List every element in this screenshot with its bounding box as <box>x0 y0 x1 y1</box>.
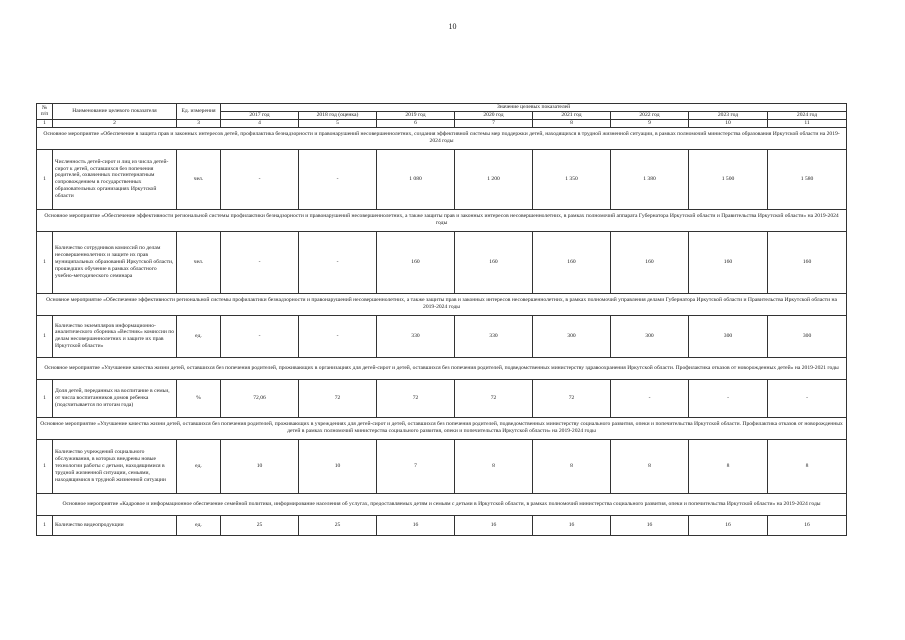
col-number: 6 <box>377 119 455 127</box>
row-value: 1 380 <box>611 149 689 209</box>
col-number: 4 <box>221 119 299 127</box>
col-number: 10 <box>689 119 768 127</box>
row-value: 8 <box>611 439 689 493</box>
table-row <box>37 379 847 417</box>
table-row <box>37 149 847 209</box>
row-value: - <box>299 231 377 293</box>
row-indicator-name: Численность детей-сирот и лиц из числа детей-сирот к детей, оставшихся без попечения родителей, охваченных постинтернатным сопровождением в государственных образовательных организациях Иркутской области <box>53 149 177 209</box>
header-year: 2023 год <box>689 112 768 120</box>
row-value: 72 <box>533 379 611 417</box>
row-value: 1 500 <box>689 149 768 209</box>
header-unit: Ед. измерения <box>177 104 221 120</box>
row-value: 1 350 <box>533 149 611 209</box>
table-row <box>37 439 847 493</box>
row-value: 160 <box>455 231 533 293</box>
section-title: Основное мероприятие «Обеспечение эффективности региональной системы профилактики безнадзорности и правонарушений несовершеннолетних, а также защиты прав и законных интересов несовершеннолетних, в рамках полномочий аппарата Губернатора Иркутской области и Правительства Иркутской области» на 2019-2024 годы <box>37 209 847 231</box>
row-num: 1 <box>37 315 53 357</box>
row-value: 1 080 <box>377 149 455 209</box>
row-value: 16 <box>533 515 611 535</box>
section-title: Основное мероприятие «Улучшение качества жизни детей, оставшихся без попечения родителей, проживающих в учреждениях для детей-сирот и детей, оставшихся без попечения родителей, подведомственных министерству социального развития, опеки и попечительства Иркутской области. Профилактика отказов от новорожденных детей в рамках полномочий министерства социального развития, опеки и попечительства Иркутской области» на 2019-2024 годы <box>37 417 847 439</box>
row-value: 10 <box>221 439 299 493</box>
row-indicator-name: Количество сотрудников комиссий по делам несовершеннолетних и защите их прав муниципальных образований Иркутской области, прошедших обучение в рамках областного учебно-методического семинара <box>53 231 177 293</box>
row-value: 72 <box>455 379 533 417</box>
row-value: 300 <box>689 315 768 357</box>
page-number: 10 <box>448 22 457 31</box>
row-value: 8 <box>533 439 611 493</box>
row-value: - <box>611 379 689 417</box>
row-value: 10 <box>299 439 377 493</box>
col-number: 7 <box>455 119 533 127</box>
section-title: Основное мероприятие «Обеспечение в защита прав и законных интересов детей, профилактика безнадзорности и правонарушений несовершеннолетних, создания эффективной системы мер поддержки детей, находящихся в трудной жизненной ситуации, в рамках полномочий министерства образования Иркутской области на 2019-2024 годы <box>37 127 847 149</box>
row-value: 16 <box>768 515 847 535</box>
col-number: 3 <box>177 119 221 127</box>
col-number: 9 <box>611 119 689 127</box>
row-value: 16 <box>455 515 533 535</box>
row-num: 1 <box>37 439 53 493</box>
header-year: 2017 год <box>221 112 299 120</box>
row-value: 16 <box>377 515 455 535</box>
row-value: 160 <box>377 231 455 293</box>
row-value: 25 <box>299 515 377 535</box>
row-value: 72,06 <box>221 379 299 417</box>
row-value: 1 200 <box>455 149 533 209</box>
row-value: 16 <box>611 515 689 535</box>
row-value: 25 <box>221 515 299 535</box>
row-value: 8 <box>455 439 533 493</box>
header-num: № п/п <box>37 104 53 120</box>
header-year: 2020 год <box>455 112 533 120</box>
row-value: 300 <box>611 315 689 357</box>
row-value: 330 <box>455 315 533 357</box>
col-number: 2 <box>53 119 177 127</box>
row-indicator-name: Количество учреждений социального обслуживания, в которых внедрены новые технологии работы с детьми, находящимися в трудной жизненной ситуации, семьями, находящимися в трудной жизненной ситуации <box>53 439 177 493</box>
column-number-row <box>37 119 847 127</box>
section-title: Основное мероприятие «Улучшение качества жизни детей, оставшихся без попечения родителей, проживающих в организациях для детей-сирот и детей, оставшихся без попечения родителей, подведомственных министерству здравоохранения Иркутской области. Профилактика отказов от новорожденных детей» на 2019-2021 годы <box>37 357 847 379</box>
row-value: 72 <box>299 379 377 417</box>
header-year: 2019 год <box>377 112 455 120</box>
row-unit: чел. <box>177 149 221 209</box>
row-value: - <box>768 379 847 417</box>
header-name: Наименование целевого показателя <box>53 104 177 120</box>
header-values-group: Значение целевых показателей <box>221 104 847 112</box>
row-unit: % <box>177 379 221 417</box>
row-value: 330 <box>377 315 455 357</box>
row-value: 16 <box>689 515 768 535</box>
row-num: 1 <box>37 379 53 417</box>
row-indicator-name: Количество видеопродукции <box>53 515 177 535</box>
col-number: 5 <box>299 119 377 127</box>
row-num: 1 <box>37 515 53 535</box>
row-num: 1 <box>37 149 53 209</box>
row-value: - <box>689 379 768 417</box>
header-year: 2021 год <box>533 112 611 120</box>
row-unit: чел. <box>177 231 221 293</box>
header-year: 2018 год (оценка) <box>299 112 377 120</box>
row-value: - <box>221 149 299 209</box>
row-unit: ед. <box>177 515 221 535</box>
row-value: - <box>299 149 377 209</box>
row-value: 72 <box>377 379 455 417</box>
row-value: - <box>221 315 299 357</box>
row-value: 8 <box>768 439 847 493</box>
col-number: 8 <box>533 119 611 127</box>
indicators-table <box>36 103 847 536</box>
row-value: 8 <box>689 439 768 493</box>
section-title: Основное мероприятие «Обеспечение эффективности региональной системы профилактики безнадзорности и правонарушений несовершеннолетних, а также защиты прав и законных интересов несовершеннолетних, в рамках полномочий управления делами Губернатора Иркутской области и Правительства Иркутской области на 2019-2024 годы <box>37 293 847 315</box>
row-value: 1 580 <box>768 149 847 209</box>
header-year: 2024 год <box>768 112 847 120</box>
row-indicator-name: Количество экземпляров информационно-аналитического сборника «Вестник» комиссии по делам несовершеннолетних и защите их прав Иркутской области» <box>53 315 177 357</box>
section-title: Основное мероприятие «Кадровое и информационное обеспечение семейной политики, информирование населения об услугах, предоставляемых детям и семьям с детьми в Иркутской области, в рамках полномочий министерства социального развития, опеки и попечительства Иркутской области» на 2019-2024 годы <box>37 493 847 515</box>
table-row <box>37 231 847 293</box>
row-indicator-name: Доля детей, переданных на воспитание в семьи, от числа воспитанников домов ребенка (подсчитывается по итогам года) <box>53 379 177 417</box>
row-value: 300 <box>768 315 847 357</box>
row-value: - <box>299 315 377 357</box>
row-value: 160 <box>768 231 847 293</box>
row-value: 300 <box>533 315 611 357</box>
row-value: - <box>221 231 299 293</box>
row-value: 160 <box>689 231 768 293</box>
row-value: 160 <box>611 231 689 293</box>
header-year: 2022 год <box>611 112 689 120</box>
row-num: 1 <box>37 231 53 293</box>
col-number: 11 <box>768 119 847 127</box>
row-unit: ед. <box>177 315 221 357</box>
table-row <box>37 315 847 357</box>
row-value: 7 <box>377 439 455 493</box>
col-number: 1 <box>37 119 53 127</box>
table-row <box>37 515 847 535</box>
row-value: 160 <box>533 231 611 293</box>
row-unit: ед. <box>177 439 221 493</box>
